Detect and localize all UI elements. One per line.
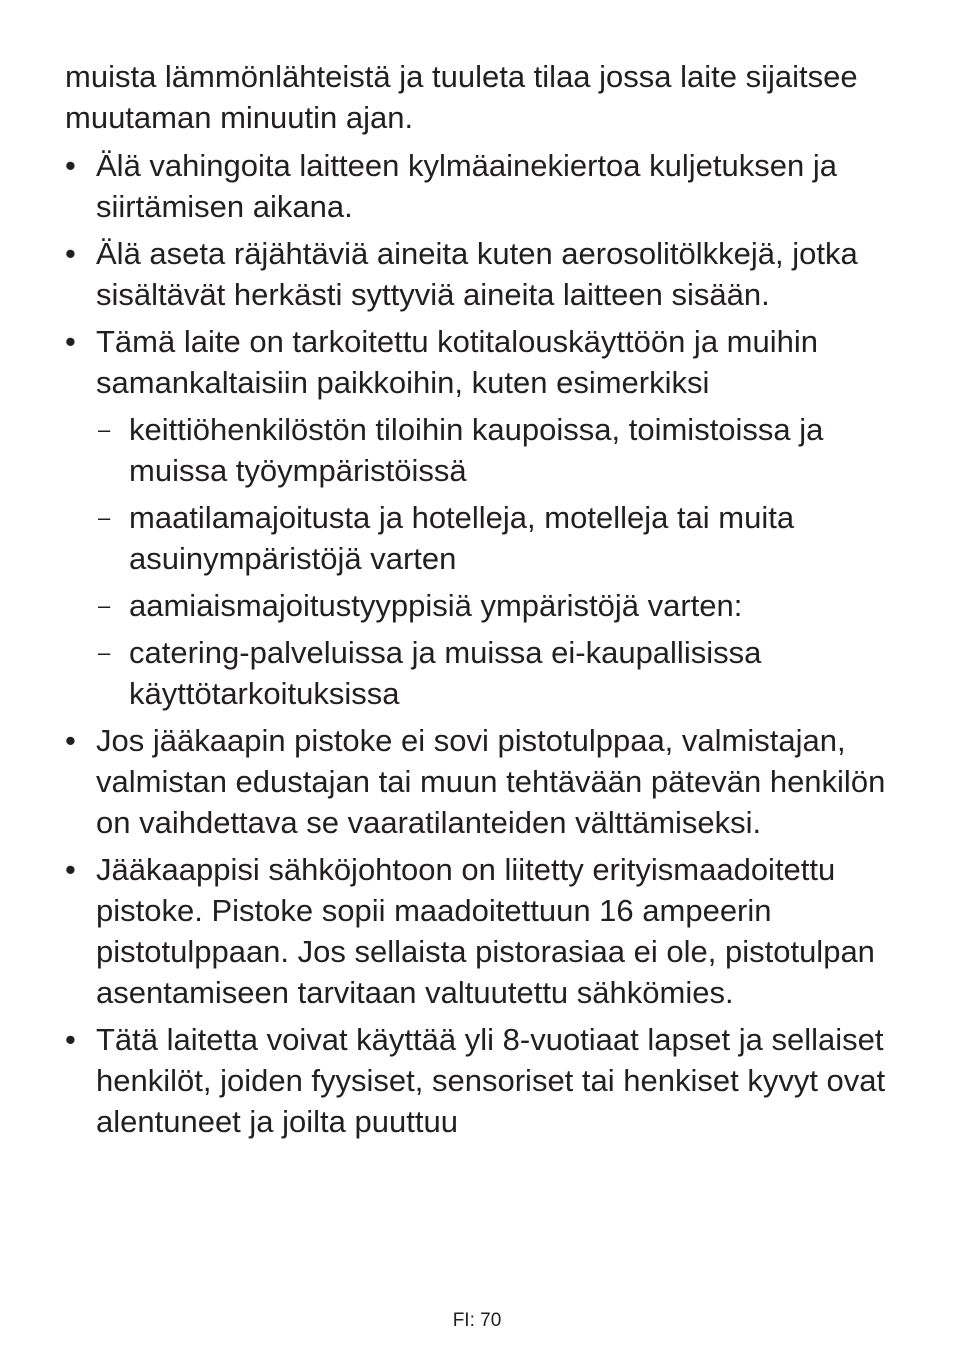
sub-list-item-text: catering-palveluissa ja muissa ei-kaupallisissa käyttötarkoituksissa (129, 635, 762, 711)
dash-marker: – (98, 505, 111, 530)
list-item (65, 145, 905, 227)
sub-list-item-text: maatilamajoitusta ja hotelleja, motelleja tai muita asuinympäristöjä varten (129, 500, 795, 576)
dash-marker: – (98, 640, 111, 665)
list-item (65, 233, 905, 315)
sub-list-item (96, 497, 905, 579)
list-item (65, 720, 905, 843)
bullet-marker: • (65, 236, 76, 271)
list-item-text: Älä aseta räjähtäviä aineita kuten aerosolitölkkejä, jotka sisältävät herkästi syttyviä aineita laitteen sisään. (96, 236, 858, 312)
sub-list-item (96, 632, 905, 714)
dash-marker: – (98, 417, 111, 442)
bullet-marker: • (65, 852, 76, 887)
sub-list-item-text: aamiaismajoitustyyppisiä ympäristöjä varten: (129, 588, 743, 623)
sub-list-item-text: keittiöhenkilöstön tiloihin kaupoissa, toimistoissa ja muissa työympäristöissä (129, 412, 824, 488)
intro-paragraph: muista lämmönlähteistä ja tuuleta tilaa jossa laite sijaitsee muutaman minuutin ajan. (65, 59, 858, 135)
list-item-text: Jääkaappisi sähköjohtoon on liitetty erityismaadoitettu pistoke. Pistoke sopii maadoitettuun 16 ampeerin pistotulppaan. Jos sellaista pistorasiaa ei ole, pistotulpan asentamiseen tarvitaan valtuutettu sähkömies. (96, 852, 875, 1010)
list-item (65, 1019, 905, 1142)
bullet-marker: • (65, 1022, 76, 1057)
bullet-marker: • (65, 148, 76, 183)
sub-list-item (96, 585, 905, 626)
page-content (65, 56, 905, 1148)
list-item-text: Jos jääkaapin pistoke ei sovi pistotulppaa, valmistajan, valmistan edustajan tai muun tehtävään pätevän henkilön on vaihdettava se vaaratilanteiden välttämiseksi. (96, 723, 886, 840)
bullet-marker: • (65, 324, 76, 359)
list-item-text: Tämä laite on tarkoitettu kotitalouskäyttöön ja muihin samankaltaisiin paikkoihin, kuten esimerkiksi (96, 324, 818, 400)
page-number: FI: 70 (452, 1310, 502, 1331)
bullet-marker: • (65, 723, 76, 758)
sub-list (96, 409, 905, 714)
list-item (65, 321, 905, 714)
dash-marker: – (98, 593, 111, 618)
safety-list (65, 145, 905, 1142)
sub-list-item (96, 409, 905, 491)
list-item (65, 849, 905, 1013)
list-item-text: Älä vahingoita laitteen kylmäainekiertoa kuljetuksen ja siirtämisen aikana. (96, 148, 837, 224)
list-item-text: Tätä laitetta voivat käyttää yli 8-vuotiaat lapset ja sellaiset henkilöt, joiden fyysiset, sensoriset tai henkiset kyvyt ovat alentuneet ja joilta puuttuu (96, 1022, 886, 1139)
